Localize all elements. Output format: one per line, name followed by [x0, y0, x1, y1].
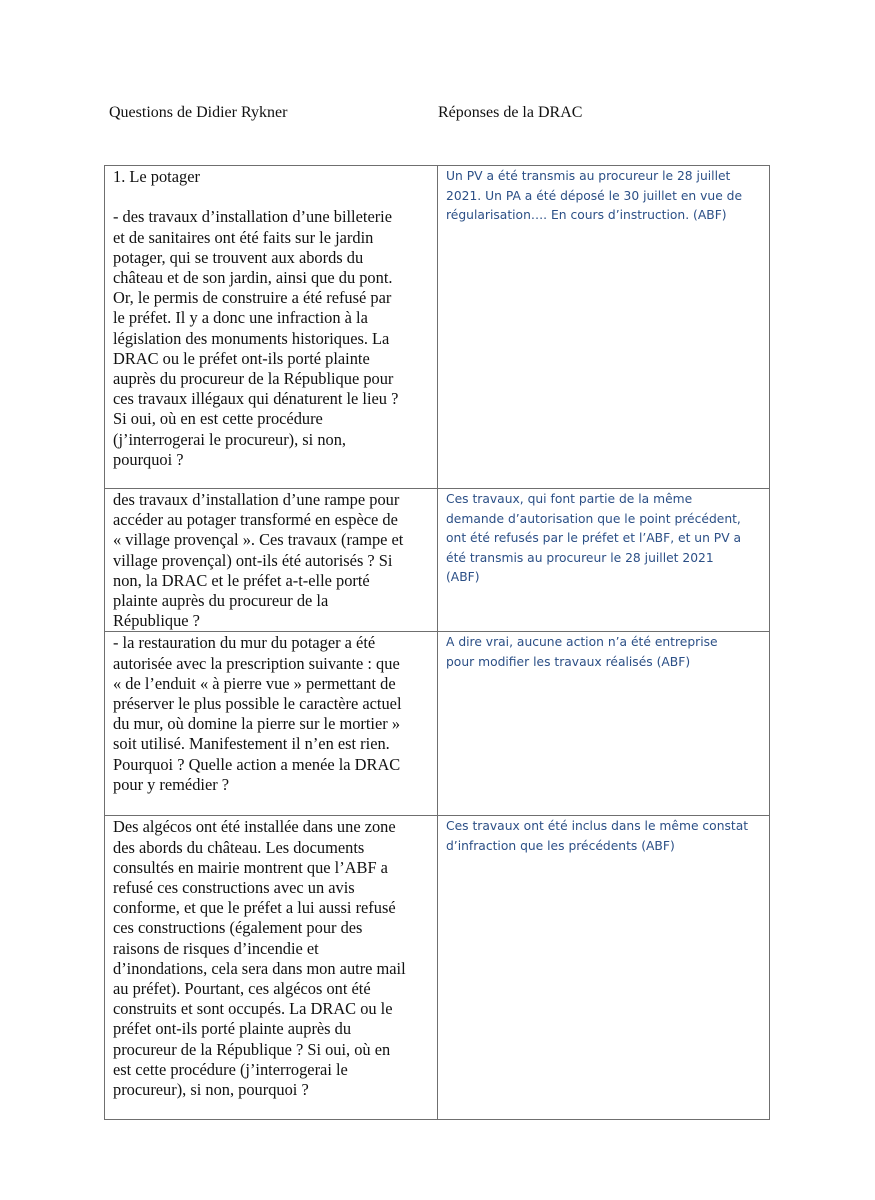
answer-line: d’infraction que les précédents (ABF) — [446, 839, 675, 854]
question-line: du mur, où domine la pierre sur le mortier » — [113, 714, 401, 734]
answer-line: A dire vrai, aucune action n’a été entreprise — [446, 635, 718, 650]
question-line: château et de son jardin, ainsi que du pont. — [113, 268, 393, 287]
question-line: Pourquoi ? Quelle action a menée la DRAC — [113, 754, 401, 774]
answer-line: (ABF) — [446, 570, 480, 585]
answer-line: régularisation…. En cours d’instruction. (ABF) — [446, 208, 727, 223]
question-cell — [105, 632, 438, 816]
table-row — [105, 816, 770, 1120]
question-line: DRAC ou le préfet ont-ils porté plainte — [113, 348, 370, 368]
question-line: plainte auprès du procureur de la — [113, 591, 329, 611]
answer-line: pour modifier les travaux réalisés (ABF) — [446, 655, 691, 670]
question-line: refusé ces constructions avec un avis — [113, 878, 355, 898]
question-line: consultés en mairie montrent que l’ABF a — [113, 857, 388, 877]
question-line: conforme, et que le préfet a lui aussi refusé — [113, 898, 396, 918]
question-line: raisons de risques d’incendie et — [113, 938, 319, 958]
question-cell — [105, 166, 438, 489]
qa-table — [104, 165, 770, 1120]
question-line: « village provençal ». Ces travaux (rampe et — [113, 530, 404, 550]
question-line: pourquoi ? — [113, 449, 184, 469]
answer-line: 2021. Un PA a été déposé le 30 juillet en vue de — [446, 188, 743, 203]
question-line: et de sanitaires ont été faits sur le jardin — [113, 227, 374, 247]
question-line: préfet ont-ils porté plainte auprès du — [113, 1019, 352, 1039]
question-line: pour y remédier ? — [113, 774, 230, 794]
question-line: législation des monuments historiques. La — [113, 328, 390, 348]
question-line: autorisée avec la prescription suivante : que — [113, 653, 400, 673]
question-line: - des travaux d’installation d’une billeterie — [113, 207, 393, 227]
question-line: village provençal) ont-ils été autorisés ? Si — [113, 550, 393, 570]
question-line: d’inondations, cela sera dans mon autre mail — [113, 958, 406, 978]
question-line: ces travaux illégaux qui dénaturent le lieu ? — [113, 389, 399, 409]
question-line: ces constructions (également pour des — [113, 918, 363, 938]
question-line: au préfet). Pourtant, ces algécos ont été — [113, 979, 371, 999]
question-line: non, la DRAC et le préfet a-t-elle porté — [113, 570, 370, 590]
question-line: Des algécos ont été installée dans une zone — [113, 817, 396, 837]
question-line: est cette procédure (j’interrogerai le — [113, 1059, 348, 1079]
table-row — [105, 166, 770, 489]
question-line: des travaux d’installation d’une rampe pour — [113, 490, 400, 509]
question-line: soit utilisé. Manifestement il n’en est rien. — [113, 734, 390, 754]
answer-line: été transmis au procureur le 28 juillet 2021 — [446, 550, 714, 565]
answer-line: Ces travaux ont été inclus dans le même constat — [446, 819, 749, 834]
question-line: Or, le permis de construire a été refusé par — [113, 288, 392, 308]
question-line: procureur de la République ? Si oui, où en — [113, 1039, 391, 1059]
answer-line: demande d’autorisation que le point précédent, — [446, 511, 741, 526]
question-line: des abords du château. Les documents — [113, 837, 365, 857]
question-line: (j’interrogerai le procureur), si non, — [113, 429, 347, 449]
question-line: République ? — [113, 611, 200, 631]
answer-cell — [438, 632, 770, 816]
answer-line: ont été refusés par le préfet et l’ABF, et un PV a — [446, 531, 742, 546]
question-cell — [105, 489, 438, 632]
question-line: Si oui, où en est cette procédure — [113, 409, 323, 429]
question-line: construits et sont occupés. La DRAC ou le — [113, 999, 393, 1019]
question-line: le préfet. Il y a donc une infraction à la — [113, 308, 368, 328]
answer-cell — [438, 166, 770, 489]
table-row — [105, 489, 770, 632]
question-line: accéder au potager transformé en espèce de — [113, 510, 398, 530]
question-title: 1. Le potager — [113, 167, 200, 186]
question-line: potager, qui se trouvent aux abords du — [113, 247, 364, 267]
question-line: « de l’enduit « à pierre vue » permettant de — [113, 673, 396, 693]
question-line: - la restauration du mur du potager a été — [113, 633, 376, 653]
answer-cell — [438, 816, 770, 1120]
question-line: auprès du procureur de la République pour — [113, 369, 394, 389]
questions-column-header: Questions de Didier Rykner — [109, 104, 288, 121]
question-cell — [105, 816, 438, 1120]
question-line: préserver le plus possible le caractère actuel — [113, 694, 402, 714]
answer-cell — [438, 489, 770, 632]
answers-column-header: Réponses de la DRAC — [438, 104, 583, 121]
question-line: procureur), si non, pourquoi ? — [113, 1080, 309, 1100]
answer-line: Un PV a été transmis au procureur le 28 juillet — [446, 169, 731, 183]
table-row — [105, 632, 770, 816]
answer-line: Ces travaux, qui font partie de la même — [446, 492, 693, 506]
